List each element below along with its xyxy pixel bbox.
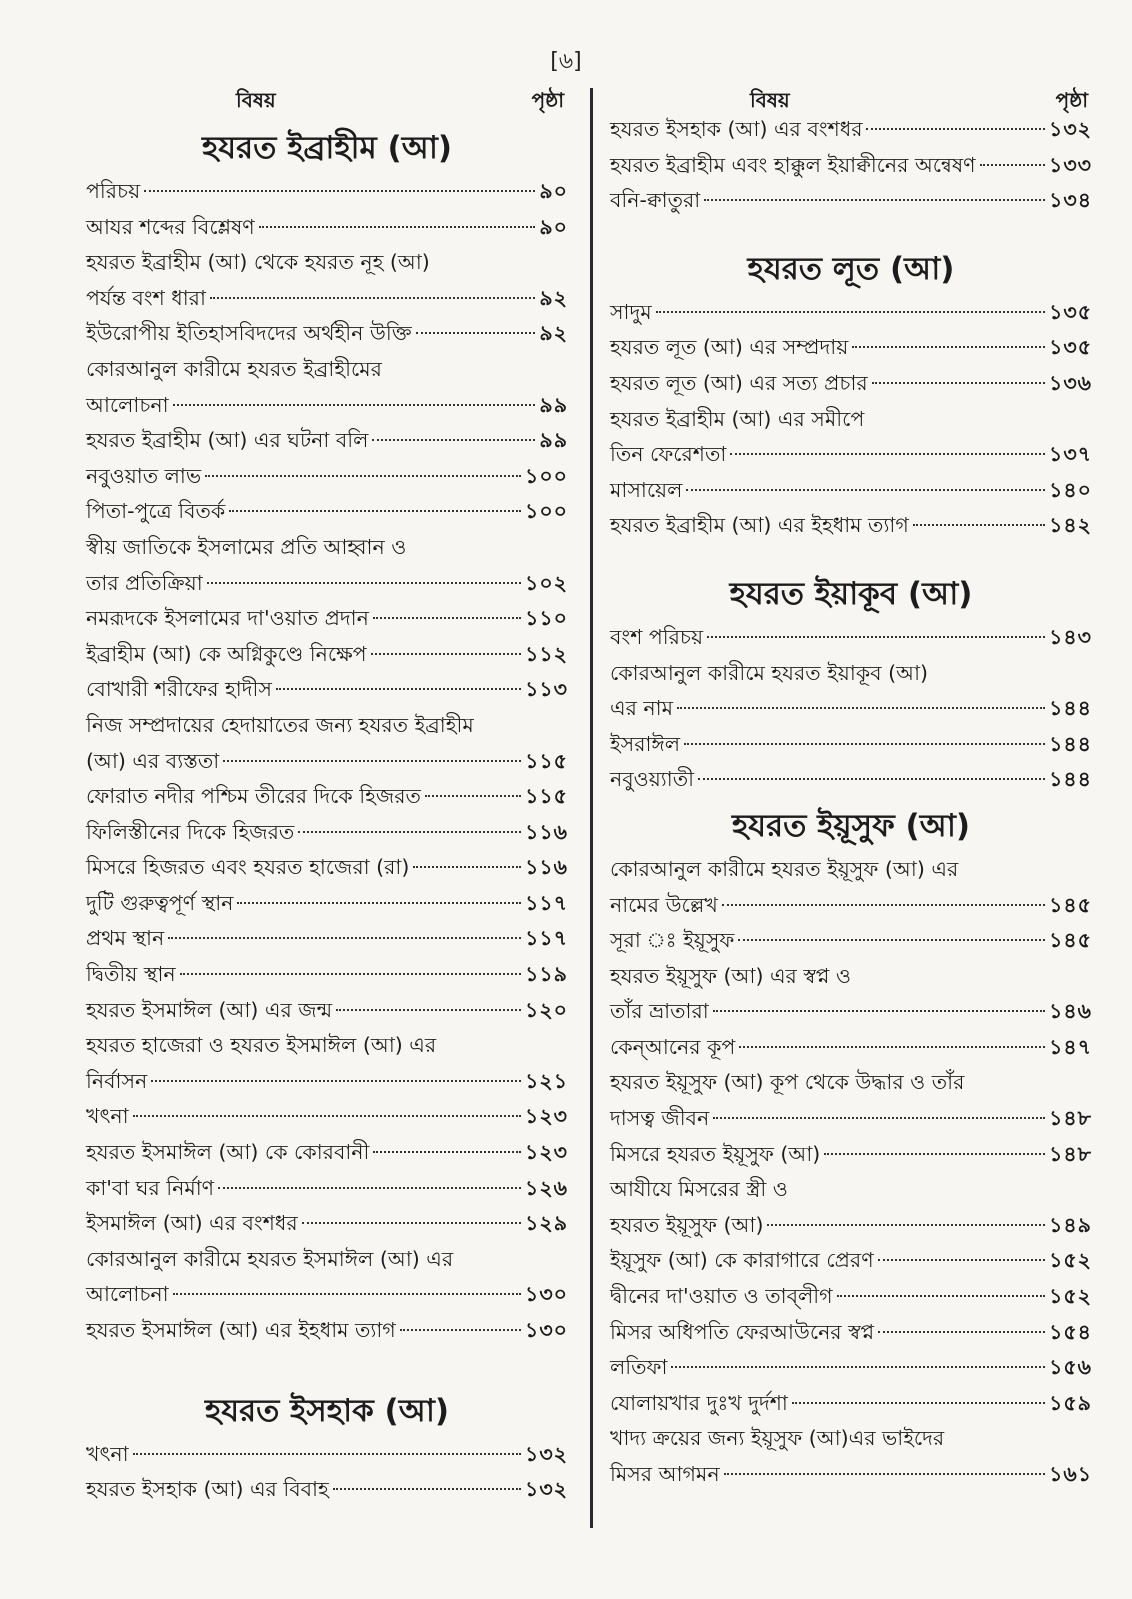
dot-leader: [223, 739, 521, 762]
entry-row: [86, 316, 568, 352]
dot-leader: [792, 1381, 1045, 1404]
entry-title: ইয়ূসুফ (আ) কে কারাগারে প্রেরণ: [610, 1248, 874, 1273]
dot-leader: [144, 170, 535, 193]
dot-leader: [276, 668, 521, 691]
section-heading: হযরত ইব্রাহীম (আ): [201, 130, 453, 166]
dot-leader: [400, 1309, 521, 1332]
toc-entry: [610, 620, 1092, 656]
section-heading: হযরত ইসহাক (আ): [204, 1392, 450, 1429]
entry-title-line: হযরত ইয়ূসুফ (আ) কূপ থেকে উদ্ধার ও তাঁর: [610, 1070, 965, 1095]
entry-page-number: ১৩৩: [1049, 152, 1092, 177]
entry-row: [86, 672, 568, 708]
entry-title-line: নিজ সম্প্রদায়ের হেদায়াতের জন্য হযরত ইব্রাহীম: [86, 712, 474, 737]
entry-title: খৎনা: [86, 1441, 129, 1466]
toc-section: [86, 128, 568, 1349]
toc-entry: [610, 183, 1092, 219]
entry-page-number: ১৩২: [525, 1441, 568, 1466]
right-sections: [610, 112, 1092, 1493]
entry-row: [610, 923, 1092, 959]
dot-leader: [237, 881, 521, 904]
entry-title-line: স্বীয় জাতিকে ইসলামের প্রতি আহ্বান ও: [86, 534, 407, 559]
entry-page-number: ১০২: [525, 570, 568, 595]
toc-entry: [610, 1065, 1092, 1136]
entry-row: [610, 1137, 1092, 1173]
column-divider: [590, 88, 593, 1528]
entry-title: হযরত লূত (আ) এর সম্প্রদায়: [610, 335, 849, 360]
entry-title: বোখারী শরীফের হাদীস: [86, 677, 272, 702]
entry-title: কেন্‌আনের কূপ: [610, 1034, 736, 1059]
entry-page-number: ৯২: [539, 321, 568, 346]
dot-leader: [686, 468, 1045, 491]
entry-row: [610, 620, 1092, 656]
toc-entry: [610, 1421, 1092, 1492]
dot-leader: [180, 953, 521, 976]
entry-page-number: ১৫২: [1049, 1284, 1092, 1309]
toc-entry: [610, 923, 1092, 959]
entry-page-number: ৯০: [539, 214, 568, 239]
entry-page-number: ১৩৪: [1049, 188, 1092, 213]
entry-page-number: ১১৩: [525, 677, 568, 702]
toc-entry: [610, 1137, 1092, 1173]
toc-section: [610, 806, 1092, 1493]
dot-leader: [372, 419, 535, 442]
toc-entry: [86, 245, 568, 316]
left-column: [86, 86, 568, 1508]
dot-leader: [133, 1432, 521, 1455]
entry-page-number: ১২৯: [525, 1211, 568, 1236]
dot-leader: [373, 1131, 521, 1154]
dot-leader: [413, 846, 521, 869]
entry-page-number: ১০০: [525, 463, 568, 488]
toc-entry: [610, 402, 1092, 473]
entry-title: নবুওয়াত লাভ: [86, 463, 202, 488]
dot-leader: [133, 1095, 521, 1118]
dot-leader: [722, 883, 1045, 906]
entry-title-line: হযরত ইব্রাহীম (আ) এর সমীপে: [610, 406, 865, 431]
dot-leader: [824, 1132, 1045, 1155]
entry-title: ইব্রাহীম (আ) কে অগ্নিকুণ্ডে নিক্ষেপ: [86, 641, 367, 666]
entry-row: [86, 1206, 568, 1242]
dot-leader: [229, 490, 521, 513]
dot-leader: [739, 1025, 1045, 1048]
entry-title: দ্বীনের দা'ওয়াত ও তাব্‌লীগ: [610, 1284, 833, 1309]
entry-row: [610, 1386, 1092, 1422]
entry-page-number: ১৪৪: [1049, 731, 1092, 756]
entry-page-number: ১৩০: [525, 1318, 568, 1342]
right-column: [610, 86, 1092, 1493]
entry-page-number: ১৩৫: [1049, 335, 1092, 360]
dot-leader: [878, 1310, 1045, 1333]
entry-title: নামের উল্লেখ: [610, 892, 718, 917]
entry-title: হযরত ইসহাক (আ) এর বংশধর: [610, 117, 863, 141]
section-heading: হযরত ইয়ূসুফ (আ): [731, 807, 971, 844]
entry-title-line: খাদ্য ক্রয়ের জন্য ইয়ূসুফ (আ)এর ভাইদের: [610, 1426, 945, 1451]
entry-title: সূরা ঃ ইয়ূসুফ: [610, 928, 735, 953]
toc-entry: [86, 1313, 568, 1349]
entry-page-number: ১১৬: [525, 819, 568, 844]
entry-title: হযরত ইব্রাহীম এবং হাক্কুল ইয়াক্বীনের অন্বেষণ: [610, 152, 976, 177]
entry-title: বনি-ক্বাতুরা: [610, 188, 701, 213]
subject-label: বিষয়: [236, 88, 276, 112]
dot-leader: [151, 1059, 521, 1082]
entry-row: [610, 508, 1092, 544]
entry-title: বংশ পরিচয়: [610, 624, 704, 649]
entry-title: হযরত ইব্রাহীম (আ) এর ইহধাম ত্যাগ: [610, 513, 909, 538]
dot-leader: [373, 597, 521, 620]
entry-title: ফিলিস্তীনের দিকে হিজরত: [86, 819, 295, 844]
toc-entry: [86, 1242, 568, 1313]
entry-page-number: ১৪৭: [1049, 1034, 1092, 1059]
dot-leader: [336, 988, 521, 1011]
dot-leader: [210, 276, 535, 299]
dot-leader: [173, 1273, 521, 1296]
entry-page-number: ১৩২: [1049, 117, 1092, 141]
toc-entry: [86, 672, 568, 708]
dot-leader: [852, 326, 1045, 349]
dot-leader: [333, 1468, 521, 1491]
dot-leader: [205, 454, 521, 477]
entry-title: কা'বা ঘর নির্মাণ: [86, 1175, 215, 1200]
entry-page-number: ৯২: [539, 285, 568, 310]
entry-page-number: ৯০: [539, 179, 568, 203]
dot-leader: [738, 919, 1045, 942]
entry-title: তিন ফেরেশতা: [610, 442, 727, 467]
toc-entry: [86, 352, 568, 423]
entry-title: নবুওয়্যাতী: [610, 767, 694, 792]
entry-title: মিসরে হিজরত এবং হযরত হাজেরা (রা): [86, 855, 410, 880]
entry-row: [610, 1030, 1092, 1066]
dot-leader: [866, 108, 1045, 131]
entry-page-number: ১৩৬: [1049, 370, 1092, 395]
toc-section: [86, 1391, 568, 1508]
entry-title: ফোরাত নদীর পশ্চিম তীরের দিকে হিজরত: [86, 784, 421, 809]
entry-title: প্রথম স্থান: [86, 926, 165, 951]
entry-page-number: ১৫২: [1049, 1248, 1092, 1273]
entry-title-line: কোরআনুল কারীমে হযরত ইয়াকূব (আ): [610, 660, 928, 685]
entry-page-number: ১১৭: [525, 926, 568, 951]
entry-page-number: ১৪০: [1049, 477, 1092, 502]
entry-row: [86, 1472, 568, 1508]
dot-leader: [168, 917, 521, 940]
entry-page-number: ৯৯: [539, 428, 568, 453]
entry-page-number: ১৪২: [1049, 513, 1092, 538]
dot-leader: [704, 179, 1045, 202]
entry-title: খৎনা: [86, 1104, 129, 1129]
dot-leader: [698, 758, 1045, 781]
toc-entry: [610, 1172, 1092, 1243]
entry-row: [610, 366, 1092, 402]
dot-leader: [730, 433, 1045, 456]
dot-leader: [207, 561, 521, 584]
toc-section: [610, 574, 1092, 798]
entry-page-number: ১৪৯: [1049, 1212, 1092, 1237]
entry-page-number: ১২৩: [525, 1140, 568, 1165]
left-column-header: [86, 86, 568, 120]
dot-leader: [371, 632, 521, 655]
entry-title: নমরূদকে ইসলামের দা'ওয়াত প্রদান: [86, 606, 369, 631]
entry-title: নির্বাসন: [86, 1068, 148, 1093]
toc-entry: [86, 1472, 568, 1508]
toc-entry: [86, 993, 568, 1029]
entry-page-number: ১৬১: [1049, 1462, 1092, 1486]
entry-page-number: ১২১: [525, 1068, 568, 1093]
toc-section: [610, 249, 1092, 544]
page-label: পৃষ্ঠা: [1055, 88, 1088, 112]
entry-title-line: আযীযে মিসরের স্ত্রী ও: [610, 1177, 788, 1202]
entry-row: [86, 1313, 568, 1349]
dot-leader: [713, 990, 1045, 1013]
toc-entry: [610, 366, 1092, 402]
entry-page-number: ১৩২: [525, 1477, 568, 1502]
dot-leader: [302, 1202, 521, 1225]
entry-title: পরিচয়: [86, 179, 141, 203]
dot-leader: [878, 1239, 1045, 1262]
entry-title: হযরত ইসমাঈল (আ) কে কোরবানী: [86, 1140, 370, 1165]
section-heading: হযরত লূত (আ): [747, 250, 955, 287]
subject-label: বিষয়: [750, 88, 790, 112]
entry-page-number: ১৪৬: [1049, 999, 1092, 1024]
dot-leader: [671, 1346, 1045, 1369]
entry-title: পিতা-পুত্রে বিতর্ক: [86, 499, 226, 524]
entry-page-number: ১৪৩: [1049, 624, 1092, 649]
entry-title-line: কোরআনুল কারীমে হযরত ইয়ূসুফ (আ) এর: [610, 856, 959, 881]
entry-title: হযরত লূত (আ) এর সত্য প্রচার: [610, 370, 868, 395]
dot-leader: [416, 312, 536, 335]
toc-entry: [86, 316, 568, 352]
entry-title: হযরত ইসমাঈল (আ) এর জন্ম: [86, 997, 333, 1022]
entry-page-number: ১৪৪: [1049, 767, 1092, 792]
toc-entry: [610, 508, 1092, 544]
entry-title: আযর শব্দের বিশ্লেষণ: [86, 214, 255, 239]
toc-entry: [86, 708, 568, 779]
entry-title-line: হযরত হাজেরা ও হযরত ইসমাঈল (আ) এর: [86, 1033, 437, 1058]
page-label: পৃষ্ঠা: [531, 88, 564, 112]
dot-leader: [713, 1097, 1045, 1120]
dot-leader: [259, 205, 536, 228]
entry-title: দুটি গুরুত্বপূর্ণ স্থান: [86, 890, 234, 915]
entry-title: দাসত্ব জীবন: [610, 1106, 710, 1131]
page-number: [৬]: [550, 49, 582, 74]
entry-page-number: ১২৬: [525, 1175, 568, 1200]
entry-title: হযরত ইব্রাহীম (আ) এর ঘটনা বলি: [86, 428, 369, 453]
entry-page-number: ১৪৫: [1049, 928, 1092, 953]
dot-leader: [218, 1166, 521, 1189]
entry-page-number: ১১৫: [525, 748, 568, 773]
entry-title: আলোচনা: [86, 1282, 169, 1307]
entry-title-line: কোরআনুল কারীমে হযরত ইসমাঈল (আ) এর: [86, 1246, 454, 1271]
dot-leader: [980, 143, 1046, 166]
toc-entry: [86, 210, 568, 246]
entry-title-line: কোরআনুল কারীমে হযরত ইব্রাহীমের: [86, 356, 382, 381]
entry-page-number: ১১২: [525, 641, 568, 666]
entry-page-number: ১৪৫: [1049, 892, 1092, 917]
entry-page-number: ১০০: [525, 499, 568, 524]
entry-title: মিসরে হযরত ইয়ূসুফ (আ): [610, 1141, 821, 1166]
entry-page-number: ১২০: [525, 997, 568, 1022]
entry-title: ইউরোপীয় ইতিহাসবিদদের অর্থহীন উক্তি: [86, 321, 412, 346]
dot-leader: [872, 361, 1045, 384]
entry-page-number: ১১০: [525, 606, 568, 631]
dot-leader: [656, 290, 1045, 313]
entry-title-line: হযরত ইব্রাহীম (আ) থেকে হযরত নূহ (আ): [86, 250, 430, 275]
entry-title: যোলায়খার দুঃখ দুর্দশা: [610, 1390, 788, 1415]
entry-title: আলোচনা: [86, 392, 169, 417]
entry-page-number: ১১৬: [525, 855, 568, 880]
entry-title: হযরত ইসহাক (আ) এর বিবাহ: [86, 1477, 329, 1502]
toc-entry: [86, 1028, 568, 1099]
section-heading: হযরত ইয়াকূব (আ): [729, 575, 973, 612]
toc-entry: [86, 494, 568, 530]
entry-page-number: ১৪৪: [1049, 696, 1092, 721]
entry-row: [86, 993, 568, 1029]
entry-title: ইসমাঈল (আ) এর বংশধর: [86, 1211, 298, 1236]
toc-entry: [610, 959, 1092, 1030]
toc-section: [610, 112, 1092, 219]
dot-leader: [677, 687, 1045, 710]
entry-title: সাদুম: [610, 299, 652, 324]
toc-entry: [610, 852, 1092, 923]
entry-title: ইসরাঈল: [610, 731, 681, 756]
entry-page-number: ১৪৮: [1049, 1141, 1092, 1166]
entry-page-number: ১১৫: [525, 784, 568, 809]
toc-entry: [86, 1206, 568, 1242]
entry-title: হযরত ইসমাঈল (আ) এর ইহধাম ত্যাগ: [86, 1318, 396, 1342]
entry-title: পর্যন্ত বংশ ধারা: [86, 285, 206, 310]
entry-title-line: হযরত ইয়ূসুফ (আ) এর স্বপ্ন ও: [610, 963, 851, 988]
entry-title: মিসর আগমন: [610, 1462, 720, 1486]
dot-leader: [298, 810, 521, 833]
toc-entry: [610, 1030, 1092, 1066]
entry-page-number: ১৫৪: [1049, 1319, 1092, 1344]
dot-leader: [173, 383, 536, 406]
dot-leader: [724, 1453, 1046, 1476]
toc-entry: [86, 530, 568, 601]
entry-title: মাসায়েল: [610, 477, 683, 502]
entry-page-number: ৯৯: [539, 392, 568, 417]
entry-title: তার প্রতিক্রিয়া: [86, 570, 203, 595]
entry-page-number: ১৫৯: [1049, 1390, 1092, 1415]
entry-title: দ্বিতীয় স্থান: [86, 962, 176, 987]
entry-title: (আ) এর ব্যস্ততা: [86, 748, 220, 773]
entry-title: হযরত ইয়ূসুফ (আ): [610, 1212, 764, 1237]
entry-page-number: ১১৯: [525, 962, 568, 987]
dot-leader: [425, 775, 521, 798]
entry-page-number: ১৩৫: [1049, 299, 1092, 324]
entry-title: এর নাম: [610, 696, 673, 721]
entry-row: [86, 210, 568, 246]
dot-leader: [684, 722, 1045, 745]
dot-leader: [767, 1203, 1045, 1226]
left-sections: [86, 128, 568, 1508]
toc-entry: [610, 656, 1092, 727]
entry-title: তাঁর ভ্রাতারা: [610, 999, 709, 1024]
entry-row: [610, 183, 1092, 219]
entry-page-number: ১৩৭: [1049, 442, 1092, 467]
dot-leader: [707, 615, 1045, 638]
entry-page-number: ১৩০: [525, 1282, 568, 1307]
entry-page-number: ১৪৮: [1049, 1106, 1092, 1131]
entry-row: [86, 494, 568, 530]
dot-leader: [913, 504, 1045, 527]
dot-leader: [837, 1275, 1045, 1298]
entry-row: [610, 1457, 1092, 1493]
toc-entry: [610, 762, 1092, 798]
entry-page-number: ১১৭: [525, 890, 568, 915]
entry-page-number: ১৫৬: [1049, 1355, 1092, 1380]
toc-entry: [610, 1386, 1092, 1422]
entry-page-number: ১২৩: [525, 1104, 568, 1129]
entry-title: মিসর অধিপতি ফেরআউনের স্বপ্ন: [610, 1319, 875, 1344]
entry-title: লতিফা: [610, 1355, 668, 1380]
entry-row: [610, 762, 1092, 798]
